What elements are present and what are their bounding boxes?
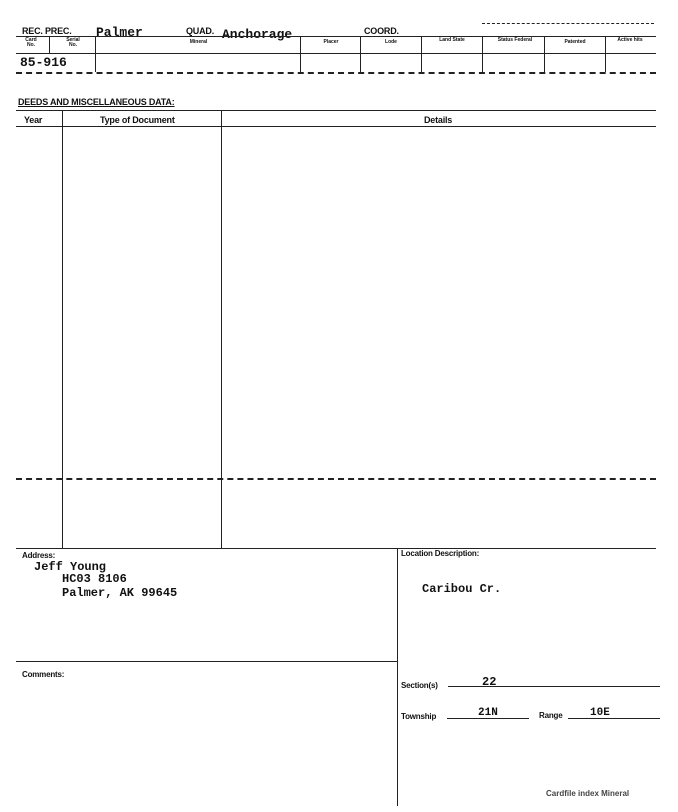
lode-header: Lode bbox=[385, 39, 397, 45]
status-federal-header: Status Federal bbox=[497, 37, 533, 43]
quad-label: QUAD. bbox=[186, 26, 214, 36]
section-label: Section(s) bbox=[401, 681, 438, 690]
rec-prec-value: Palmer bbox=[96, 25, 143, 40]
comments-label: Comments: bbox=[22, 670, 65, 679]
land-state-header: Land State bbox=[439, 37, 465, 43]
divider-patented bbox=[605, 36, 606, 72]
divider-placer bbox=[360, 36, 361, 72]
rec-prec-label: REC. PREC. bbox=[22, 26, 72, 36]
divider-card bbox=[49, 36, 50, 54]
card-no-header: Card No. bbox=[25, 37, 37, 48]
address-line-2: HC03 8106 bbox=[62, 572, 127, 586]
card-no-value: 85-916 bbox=[20, 55, 67, 70]
active-hits-header: Active hits bbox=[617, 37, 643, 43]
year-header: Year bbox=[24, 115, 43, 125]
divider-status bbox=[544, 36, 545, 72]
coord-label: COORD. bbox=[364, 26, 399, 36]
location-description-value: Caribou Cr. bbox=[422, 582, 502, 596]
section-value: 22 bbox=[482, 675, 497, 689]
deeds-dashes bbox=[16, 478, 656, 480]
address-line-1: Jeff Young bbox=[34, 560, 107, 574]
address-location-divider bbox=[397, 548, 398, 806]
location-description-label: Location Description: bbox=[401, 549, 480, 558]
divider-land bbox=[482, 36, 483, 72]
deeds-divider-type bbox=[221, 110, 222, 548]
quad-value: Anchorage bbox=[222, 27, 293, 42]
deeds-bottom-rule bbox=[16, 548, 656, 549]
divider-mineral bbox=[300, 36, 301, 72]
comments-top-rule bbox=[16, 661, 397, 662]
township-value: 21N bbox=[478, 707, 498, 719]
deeds-top-rule bbox=[16, 110, 656, 111]
divider-serial bbox=[95, 36, 96, 72]
serial-no-header: Serial No. bbox=[66, 37, 80, 48]
record-row-dashes bbox=[16, 72, 656, 74]
patented-header: Patented bbox=[564, 39, 586, 45]
address-label: Address: bbox=[22, 551, 56, 560]
divider-lode bbox=[421, 36, 422, 72]
type-of-document-header: Type of Document bbox=[100, 115, 175, 125]
header-top-dashes bbox=[482, 23, 654, 24]
deeds-header-rule bbox=[16, 126, 656, 127]
mineral-header: Mineral bbox=[189, 39, 208, 45]
footer-stamp: Cardfile index Mineral bbox=[546, 789, 630, 798]
range-underline bbox=[568, 718, 660, 719]
header-rule bbox=[16, 36, 656, 37]
deeds-section-title: DEEDS AND MISCELLANEOUS DATA: bbox=[18, 97, 175, 107]
section-underline bbox=[448, 686, 660, 687]
deeds-divider-year bbox=[62, 110, 63, 548]
address-line-3: Palmer, AK 99645 bbox=[62, 586, 178, 600]
column-header-rule bbox=[16, 53, 656, 54]
range-label: Range bbox=[539, 711, 563, 720]
township-label: Township bbox=[401, 712, 437, 721]
placer-header: Placer bbox=[323, 39, 339, 45]
details-header: Details bbox=[424, 115, 453, 125]
range-value: 10E bbox=[590, 707, 610, 719]
